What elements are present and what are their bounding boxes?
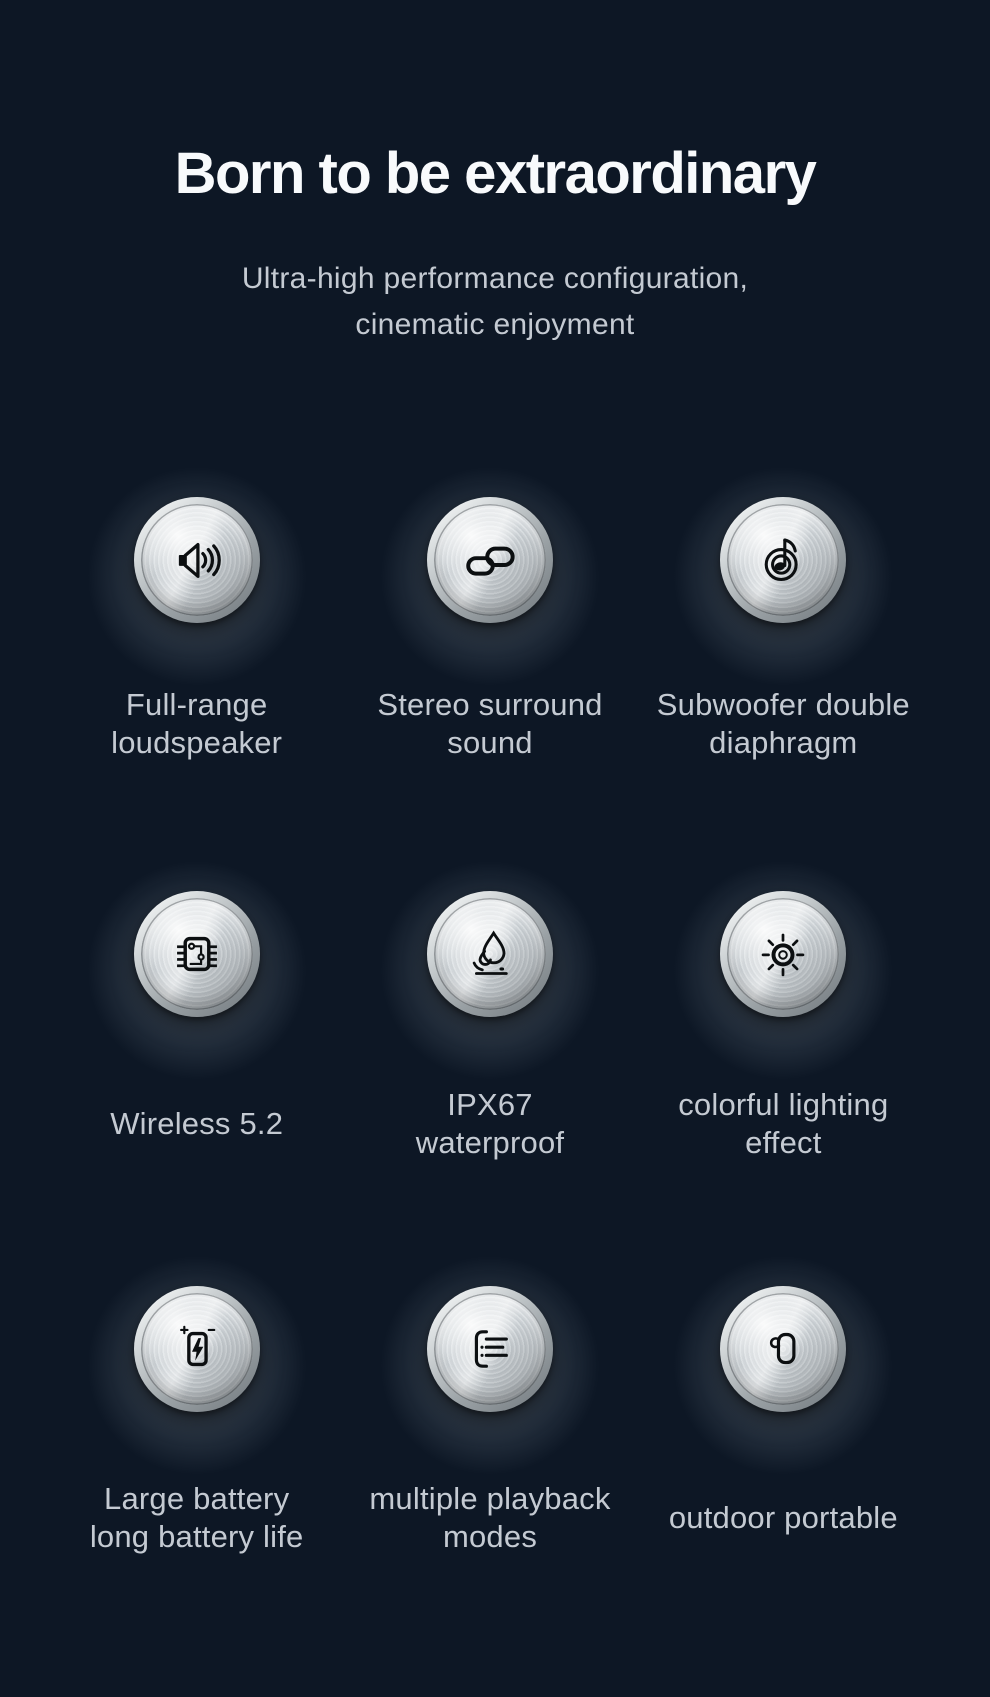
page-title: Born to be extraordinary <box>174 141 816 206</box>
metal-button <box>720 1286 846 1412</box>
metal-button <box>427 891 553 1017</box>
feature-buttons-row-3 <box>50 1286 930 1412</box>
portable-speaker-icon <box>754 1320 812 1378</box>
battery-icon <box>168 1320 226 1378</box>
feature-playback-modes <box>343 1286 636 1412</box>
metal-button <box>427 1286 553 1412</box>
feature-labels-row-3 <box>50 1480 930 1556</box>
feature-label-line: multiple playback <box>369 1481 611 1516</box>
feature-label <box>343 1480 636 1556</box>
chip-icon <box>168 925 226 983</box>
feature-label <box>50 1480 343 1556</box>
feature-labels-row-2 <box>50 1086 930 1162</box>
feature-label-line: diaphragm <box>709 725 858 760</box>
page-subtitle <box>0 256 990 348</box>
feature-label <box>637 1086 930 1162</box>
subtitle-line-2: cinematic enjoyment <box>355 308 635 341</box>
metal-button <box>720 497 846 623</box>
speaker-icon <box>168 531 226 589</box>
feature-label-line: waterproof <box>415 1125 565 1160</box>
feature-label-line: Large battery <box>104 1481 290 1516</box>
feature-label <box>343 1086 636 1162</box>
feature-wireless <box>50 891 343 1017</box>
feature-waterproof <box>343 891 636 1017</box>
feature-label-line: effect <box>745 1125 822 1160</box>
playlist-icon <box>461 1320 519 1378</box>
feature-label <box>50 1086 343 1162</box>
metal-button <box>134 1286 260 1412</box>
feature-label-line: Wireless 5.2 <box>110 1106 284 1141</box>
feature-colorful-lighting <box>637 891 930 1017</box>
feature-outdoor-portable <box>637 1286 930 1412</box>
feature-label <box>50 686 343 762</box>
feature-label-line: long battery life <box>89 1519 304 1554</box>
metal-button <box>134 891 260 1017</box>
feature-labels-row-1 <box>50 686 930 762</box>
feature-buttons-row-1 <box>50 497 930 623</box>
feature-subwoofer-double-diaphragm <box>637 497 930 623</box>
feature-label-line: Stereo surround <box>377 687 603 722</box>
music-note-icon <box>754 531 812 589</box>
feature-label-line: outdoor portable <box>668 1500 898 1535</box>
waterproof-icon <box>461 925 519 983</box>
feature-label-line: Full-range <box>125 687 268 722</box>
metal-button <box>720 891 846 1017</box>
feature-large-battery <box>50 1286 343 1412</box>
feature-buttons-row-2 <box>50 891 930 1017</box>
metal-button <box>134 497 260 623</box>
subtitle-line-1: Ultra-high performance configuration, <box>241 262 749 295</box>
feature-label-line: Subwoofer double <box>656 687 910 722</box>
feature-label-line: modes <box>442 1519 538 1554</box>
colorful-light-icon <box>754 925 812 983</box>
feature-stereo-surround-sound <box>343 497 636 623</box>
feature-label-line: loudspeaker <box>111 725 283 760</box>
metal-button <box>427 497 553 623</box>
feature-label <box>637 686 930 762</box>
link-icon <box>461 531 519 589</box>
feature-label-line: IPX67 <box>447 1087 533 1122</box>
feature-full-range-loudspeaker <box>50 497 343 623</box>
feature-label <box>637 1480 930 1556</box>
feature-label-line: sound <box>447 725 533 760</box>
feature-label <box>343 686 636 762</box>
feature-label-line: colorful lighting <box>678 1087 889 1122</box>
